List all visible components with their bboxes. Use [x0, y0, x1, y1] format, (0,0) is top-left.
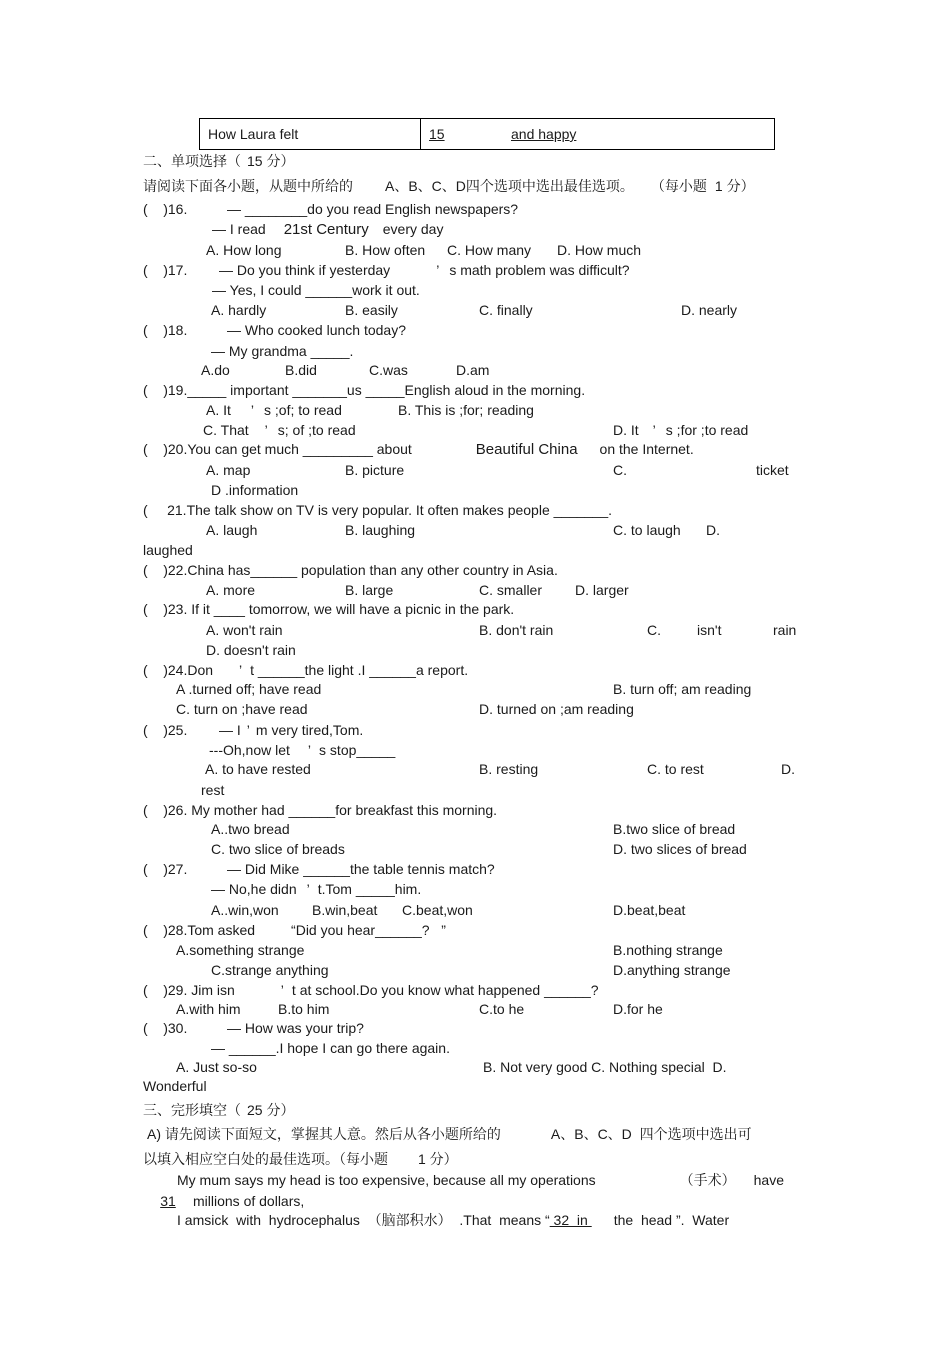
q26-option-c[interactable]: C. two slice of breads [211, 841, 345, 857]
blank-15: 15 [429, 126, 445, 142]
q27-number: ( )27. [143, 861, 188, 877]
q16-option-a[interactable]: A. How long [206, 242, 282, 258]
q29-option-b[interactable]: B.to him [278, 1001, 330, 1017]
q30-option-a[interactable]: A. Just so-so [176, 1059, 257, 1075]
q17-option-d[interactable]: D. nearly [681, 302, 738, 318]
info-table [199, 118, 775, 150]
q29-option-c[interactable]: C.to he [479, 1001, 525, 1017]
q25-number: ( )25. [143, 722, 188, 738]
q22-stem: ( )22.China has______ population than any other country in Asia. [143, 562, 558, 578]
q26-option-d[interactable]: D. two slices of bread [613, 841, 747, 857]
q23-stem: ( )23. If it ____ tomorrow, we will have a picnic in the park. [143, 601, 515, 617]
q28-option-b[interactable]: B.nothing strange [613, 942, 723, 958]
q25-option-d[interactable]: D. [781, 761, 795, 777]
q29-option-a[interactable]: A.with him [176, 1001, 241, 1017]
q30-option-d-text: Wonderful [143, 1078, 207, 1094]
q30-answer: — ______.I hope I can go there again. [211, 1040, 450, 1056]
q24-stem: ( )24.Don ’ t ______the light .I ______a report. [143, 662, 469, 678]
q16-answer: — I read 21st Century every day [212, 221, 444, 238]
q20-option-a[interactable]: A. map [206, 462, 251, 478]
q26-stem: ( )26. My mother had ______for breakfast this morning. [143, 802, 498, 818]
q27-option-d[interactable]: D.beat,beat [613, 902, 686, 918]
q25-option-d-text: rest [201, 782, 225, 798]
q22-option-d[interactable]: D. larger [575, 582, 629, 598]
q22-option-a[interactable]: A. more [206, 582, 256, 598]
q28-option-d[interactable]: D.anything strange [613, 962, 731, 978]
section3-instructions-1: A) 请先阅读下面短文，掌握其人意。然后从各小题所给的 A、B、C、D 四个选项中选出可 [147, 1126, 752, 1142]
q27-option-b[interactable]: B.win,beat [312, 902, 378, 918]
q26-option-b[interactable]: B.two slice of bread [613, 821, 736, 837]
q23-option-b[interactable]: B. don't rain [479, 622, 554, 638]
q22-option-b[interactable]: B. large [345, 582, 394, 598]
q18-option-b[interactable]: B.did [285, 362, 317, 378]
table-cell-answer [421, 119, 775, 150]
q30-number: ( )30. [143, 1020, 188, 1036]
q25-option-c[interactable]: C. to rest [647, 761, 704, 777]
q25-option-b[interactable]: B. resting [479, 761, 539, 777]
q23-option-a[interactable]: A. won't rain [206, 622, 283, 638]
q29-option-d[interactable]: D.for he [613, 1001, 663, 1017]
q19-option-c[interactable]: C. That ’ s; of ;to read [203, 422, 356, 438]
q23-option-c-word2: rain [773, 622, 797, 638]
q16-option-c[interactable]: C. How many [447, 242, 532, 258]
q30-stem: — How was your trip? [227, 1020, 364, 1036]
q21-stem: ( 21.The talk show on TV is very popular. It often makes people _______. [143, 502, 613, 518]
q21-option-b[interactable]: B. laughing [345, 522, 416, 538]
q19-option-a[interactable]: A. It ’ s ;of; to read [206, 402, 342, 418]
section2-title: 二、单项选择（ 15 分） [143, 153, 295, 169]
q17-answer: — Yes, I could ______work it out. [212, 282, 420, 298]
q20-option-b[interactable]: B. picture [345, 462, 405, 478]
blank-31: 31 [160, 1193, 176, 1209]
passage-line-3: I amsick with hydrocephalus （脑部积水） .That means “ 32 in the head ”. Water [177, 1212, 730, 1228]
q16-option-d[interactable]: D. How much [557, 242, 642, 258]
q18-answer: — My grandma _____. [211, 343, 354, 359]
q17-number: ( )17. [143, 262, 188, 278]
table-row [200, 119, 775, 150]
blank-32: 32 in [549, 1212, 592, 1228]
passage-line-1: My mum says my head is too expensive, because all my operations （手术） have [177, 1172, 784, 1188]
q18-stem: — Who cooked lunch today? [227, 322, 406, 338]
q20-option-c[interactable]: C. [613, 462, 627, 478]
passage-line-2: 31 millions of dollars, [143, 1192, 304, 1210]
q17-option-b[interactable]: B. easily [345, 302, 398, 318]
q18-option-a[interactable]: A.do [201, 362, 230, 378]
q27-option-c[interactable]: C.beat,won [402, 902, 473, 918]
q19-stem: ( )19._____ important _______us _____English aloud in the morning. [143, 382, 586, 398]
q20-option-c-text: ticket [756, 462, 789, 478]
section3-title: 三、完形填空（ 25 分） [143, 1102, 295, 1118]
q24-option-b[interactable]: B. turn off; am reading [613, 681, 752, 697]
q27-answer: — No,he didn ’ t.Tom _____him. [211, 881, 422, 897]
q24-option-a[interactable]: A .turned off; have read [176, 681, 322, 697]
q25-stem: — I ’ m very tired,Tom. [219, 722, 364, 738]
answer-suffix: and happy [511, 126, 577, 142]
q22-option-c[interactable]: C. smaller [479, 582, 543, 598]
q17-option-a[interactable]: A. hardly [211, 302, 267, 318]
q29-stem: ( )29. Jim isn ’ t at school.Do you know what happened ______? [143, 982, 599, 998]
q27-option-a[interactable]: A..win,won [211, 902, 279, 918]
q17-option-c[interactable]: C. finally [479, 302, 533, 318]
q23-option-d[interactable]: D. doesn't rain [206, 642, 296, 658]
section3-instructions-2: 以填入相应空白处的最佳选项。（每小题 1 分） [143, 1151, 458, 1167]
section2-instructions: 请阅读下面各小题，从题中所给的 A、B、C、D四个选项中选出最佳选项。 （每小题 1 分） [143, 178, 755, 194]
q19-option-b[interactable]: B. This is ;for; reading [398, 402, 534, 418]
q24-option-d[interactable]: D. turned on ;am reading [479, 701, 634, 717]
q21-option-c[interactable]: C. to laugh [613, 522, 681, 538]
q28-option-a[interactable]: A.something strange [176, 942, 305, 958]
q16-stem: — ________do you read English newspapers? [227, 201, 519, 217]
table-cell-label: How Laura felt [200, 119, 421, 150]
q30-options-bcd[interactable]: B. Not very good C. Nothing special D. [483, 1059, 727, 1075]
q18-option-c[interactable]: C.was [369, 362, 408, 378]
q20-stem: ( )20.You can get much _________ about Beautiful China on the Internet. [143, 441, 694, 458]
q16-option-b[interactable]: B. How often [345, 242, 426, 258]
q18-number: ( )18. [143, 322, 188, 338]
q17-stem: — Do you think if yesterday ’ s math problem was difficult? [219, 262, 630, 278]
q25-answer: ---Oh,now let ’ s stop_____ [209, 742, 396, 758]
q25-option-a[interactable]: A. to have rested [205, 761, 311, 777]
q23-option-c[interactable]: C. [647, 622, 661, 638]
q19-option-d[interactable]: D. It ’ s ;for ;to read [613, 422, 749, 438]
q21-option-d[interactable]: D. [706, 522, 720, 538]
q23-option-c-word1: isn't [697, 622, 722, 638]
q28-option-c[interactable]: C.strange anything [211, 962, 329, 978]
q21-option-d-text: laughed [143, 542, 193, 558]
q24-option-c[interactable]: C. turn on ;have read [176, 701, 308, 717]
q16-number: ( )16. [143, 201, 188, 217]
q21-option-a[interactable]: A. laugh [206, 522, 258, 538]
q27-stem: — Did Mike ______the table tennis match? [227, 861, 495, 877]
q26-option-a[interactable]: A..two bread [211, 821, 290, 837]
q28-stem: ( )28.Tom asked “Did you hear______? ” [143, 922, 446, 938]
q20-option-d[interactable]: D .information [211, 482, 299, 498]
q18-option-d[interactable]: D.am [456, 362, 490, 378]
